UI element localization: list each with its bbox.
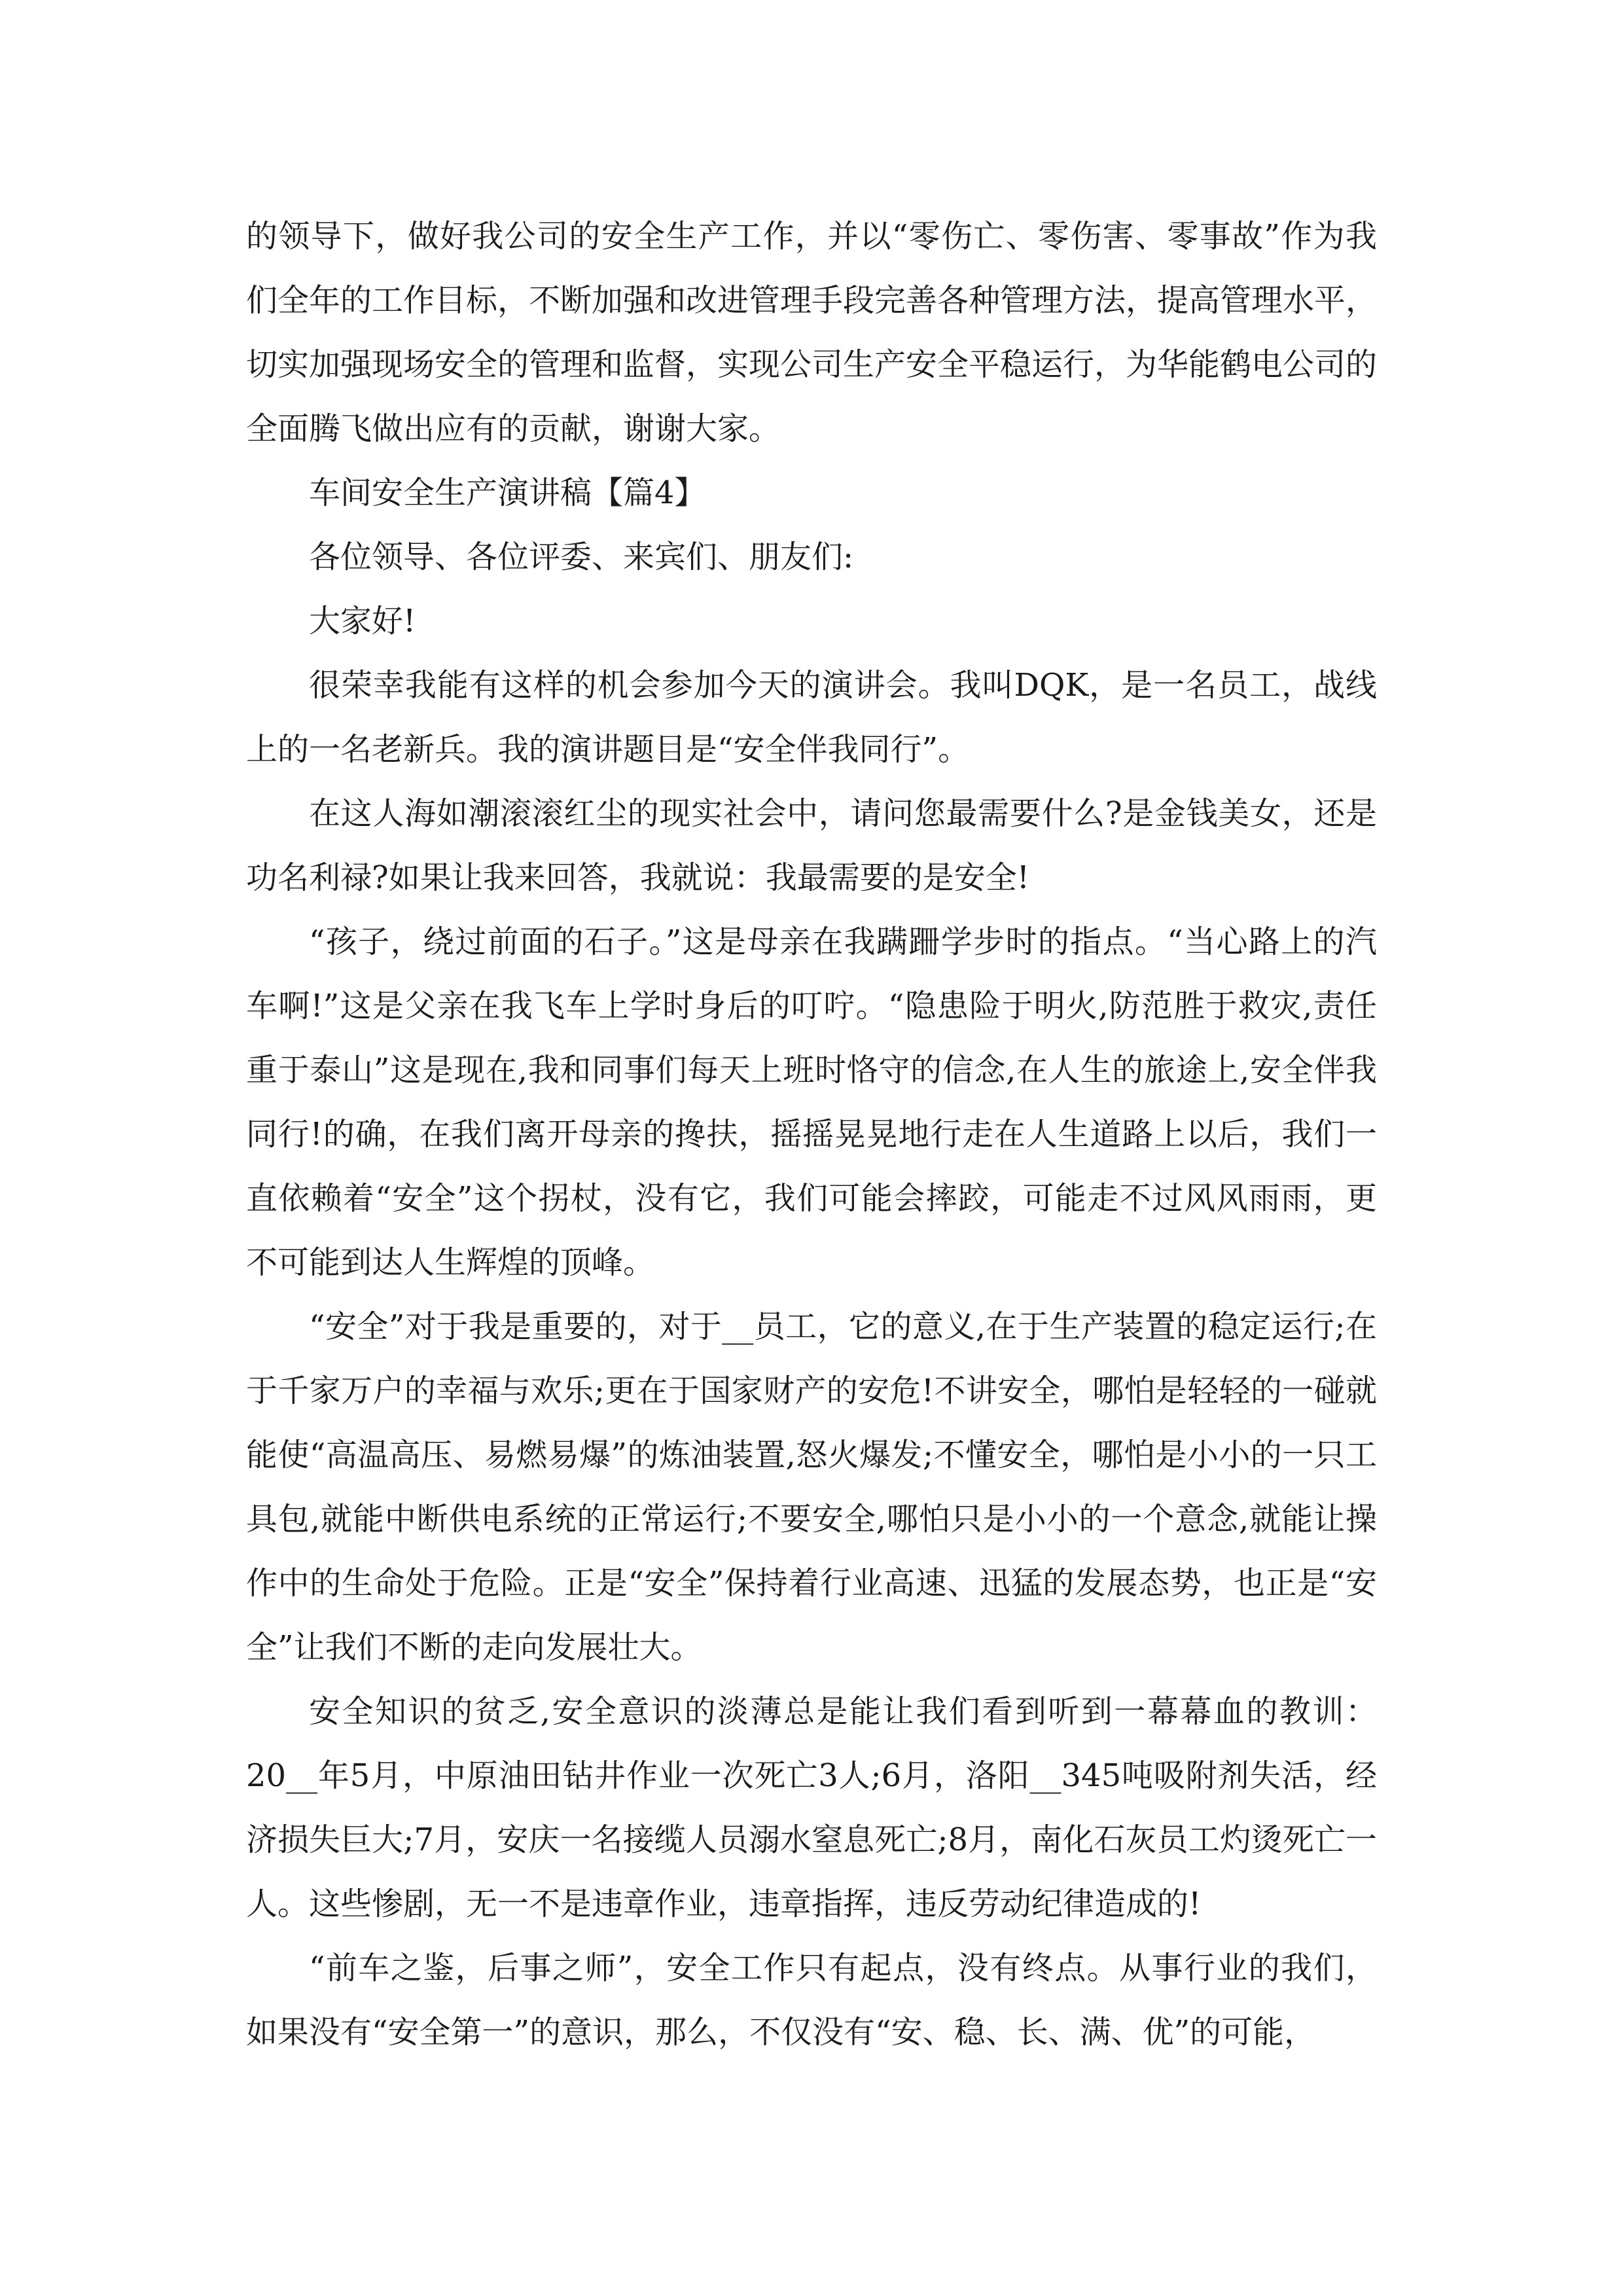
paragraph: “孩子，绕过前面的石子。”这是母亲在我蹒跚学步时的指点。“当心路上的汽车啊!”这是父亲在我飞车上学时身后的叮咛。“隐患险于明火,防范胜于救灾,责任重于泰山”这是现在,我和同事们每天上班时恪守的信念,在人生的旅途上,安全伴我同行!的确，在我们离开母亲的搀扶，摇摇晃晃地行走在人生道路上以后，我们一直依赖着“安全”这个拐杖，没有它，我们可能会摔跤，可能走不过风风雨雨，更不可能到达人生辉煌的顶峰。 [246, 924, 1377, 1281]
paragraph: 安全知识的贫乏,安全意识的淡薄总是能让我们看到听到一幕幕血的教训：20__年5月，中原油田钻井作业一次死亡3人;6月，洛阳__345吨吸附剂失活，经济损失巨大;7月，安庆一名接缆人员溺水窒息死亡;8月，南化石灰员工灼烫死亡一人。这些惨剧，无一不是违章作业，违章指挥，违反劳动纪律造成的! [246, 1693, 1377, 1922]
paragraph: 很荣幸我能有这样的机会参加今天的演讲会。我叫DQK，是一名员工，战线上的一名老新兵。我的演讲题目是“安全伴我同行”。 [246, 667, 1377, 768]
salutation: 各位领导、各位评委、来宾们、朋友们: [309, 539, 854, 575]
paragraph: 在这人海如潮滚滚红尘的现实社会中，请问您最需要什么?是金钱美女，还是功名利禄?如果让我来回答，我就说：我最需要的是安全! [246, 795, 1377, 896]
paragraph: “安全”对于我是重要的，对于__员工，它的意义,在于生产装置的稳定运行;在于千家万户的幸福与欢乐;更在于国家财产的安危!不讲安全，哪怕是轻轻的一碰就能使“高温高压、易燃易爆”的炼油装置,怒火爆发;不懂安全，哪怕是小小的一只工具包,就能中断供电系统的正常运行;不要安全,哪怕只是小小的一个意念,就能让操作中的生命处于危险。正是“安全”保持着行业高速、迅猛的发展态势，也正是“安全”让我们不断的走向发展壮大。 [246, 1308, 1377, 1666]
paragraph: “前车之鉴，后事之师”，安全工作只有起点，没有终点。从事行业的我们，如果没有“安全第一”的意识，那么，不仅没有“安、稳、长、满、优”的可能， [246, 1950, 1377, 2051]
paragraph-continuation: 的领导下，做好我公司的安全生产工作，并以“零伤亡、零伤害、零事故”作为我们全年的工作目标，不断加强和改进管理手段完善各种管理方法，提高管理水平，切实加强现场安全的管理和监督，实现公司生产安全平稳运行，为华能鹤电公司的全面腾飞做出应有的贡献，谢谢大家。 [246, 218, 1378, 447]
greeting: 大家好! [309, 603, 416, 639]
document-body [246, 204, 1377, 2064]
section-heading: 车间安全生产演讲稿【篇4】 [309, 475, 706, 511]
